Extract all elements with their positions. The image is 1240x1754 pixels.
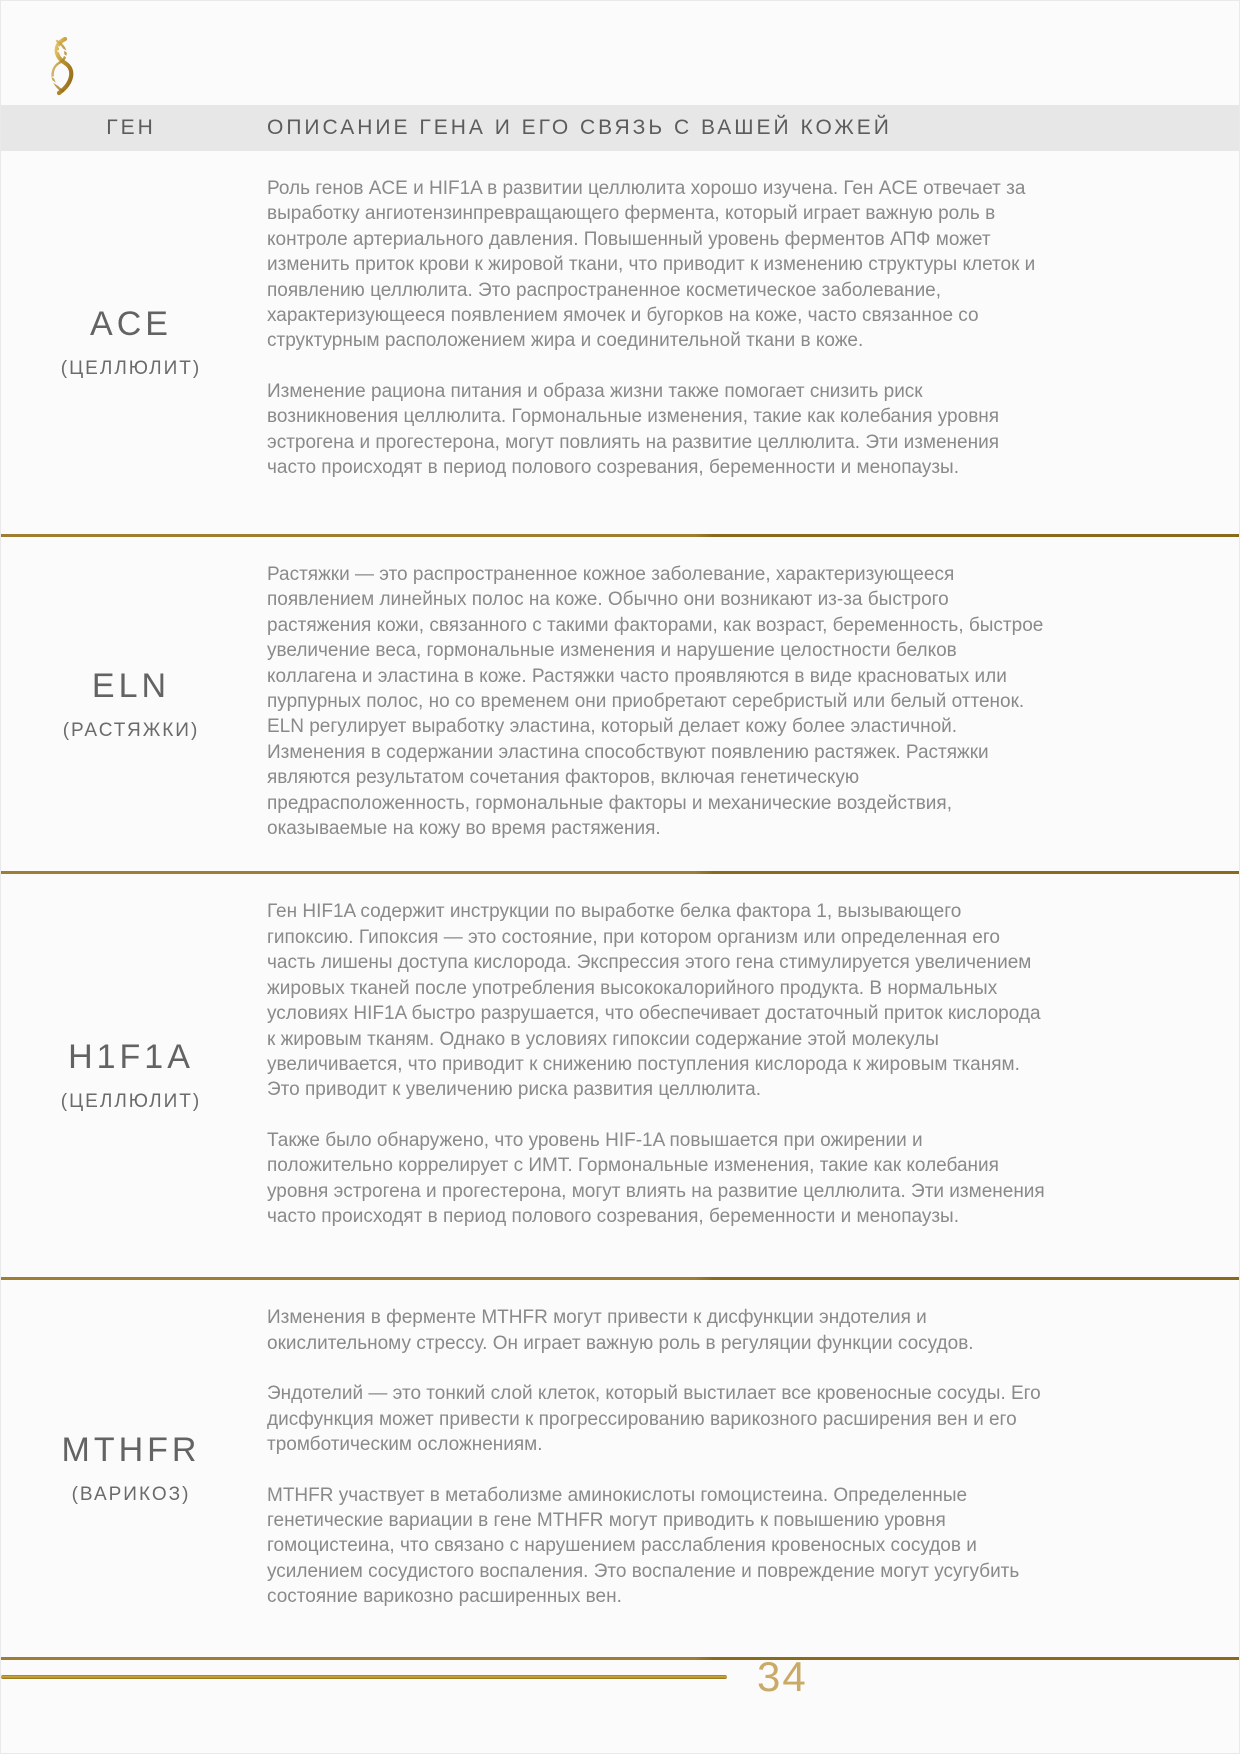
gene-condition: (ЦЕЛЛЮЛИТ): [60, 358, 202, 379]
gene-description-ace: [261, 151, 1239, 534]
description-paragraph: Ген HIF1A содержит инструкции по выработке белка фактора 1, вызывающего гипоксию. Гипоксия — это состояние, при котором организм или определенная его часть лишены доступа кислорода. Экспрессия этого гена стимулируется увеличением жировых тканей после употребления высококалорийного продукта. В нормальных условиях HIF1A быстро разрушается, что обеспечивает достаточный приток кислорода к жировым тканям. Однако в условиях гипоксии содержание этой молекулы увеличивается, что приводит к снижению поступления кислорода к жировым тканям. Это приводит к увеличению риска развития целлюлита.: [267, 901, 1041, 1101]
gene-cell-eln: [1, 537, 261, 871]
table-row-h1f1a: [1, 874, 1239, 1280]
description-paragraph: Изменения в ферменте MTHFR могут привести к дисфункции эндотелия и окислительному стрессу. Он играет важную роль в регуляции функции сосудов.: [267, 1307, 974, 1354]
footer-divider-line: [1, 1675, 727, 1679]
gene-cell-h1f1a: [1, 874, 261, 1277]
gene-name: ELN: [91, 666, 171, 705]
gene-cell-mthfr: [1, 1280, 261, 1657]
gene-condition: (ВАРИКОЗ): [71, 1484, 191, 1506]
header-gene-column: ГЕН: [106, 116, 156, 139]
dna-helix-icon: [45, 37, 77, 97]
description-paragraph: Эндотелий — это тонкий слой клеток, который выстилает все кровеносные сосуды. Его дисфункция может привести к прогрессированию варикозного расширения вен и его тромботическим осложнениям.: [267, 1383, 1041, 1456]
header-description-column: ОПИСАНИЕ ГЕНА И ЕГО СВЯЗЬ С ВАШЕЙ КОЖЕЙ: [267, 116, 892, 139]
gene-description-h1f1a: [261, 874, 1239, 1277]
gene-description-eln: [261, 537, 1239, 871]
gene-name: H1F1A: [68, 1038, 194, 1077]
description-paragraph: MTHFR участвует в метаболизме аминокислоты гомоцистеина. Определенные генетические вариации в гене MTHFR могут приводить к повышению уровня гомоцистеина, что связано с нарушением расслабления кровеносных сосудов и усилением сосудистого воспаления. Это воспаление и повреждение могут усугубить состояние варикозно расширенных вен.: [267, 1484, 1020, 1608]
top-margin: [1, 1, 1239, 105]
page-footer: [1, 1653, 1239, 1701]
gene-name: ACE: [90, 305, 172, 343]
table-row-ace: [1, 151, 1239, 537]
gene-description-mthfr: [261, 1280, 1239, 1657]
description-paragraph: Также было обнаружено, что уровень HIF-1A повышается при ожирении и положительно коррелирует с ИМТ. Гормональные изменения, такие как колебания уровня эстрогена и прогестерона, могут влиять на развитие целлюлита. Эти изменения часто происходят в период полового созревания, беременности и менопаузы.: [267, 1129, 1045, 1227]
description-paragraph: Изменение рациона питания и образа жизни также помогает снизить риск возникновения целлюлита. Гормональные изменения, такие как колебания уровня эстрогена и прогестерона, могут повлиять на развитие целлюлита. Эти изменения часто происходят в период полового созревания, беременности и менопаузы.: [267, 380, 1000, 479]
gene-cell-ace: [1, 151, 261, 534]
description-paragraph: Роль генов ACE и HIF1A в развитии целлюлита хорошо изучена. Ген ACE отвечает за выработку ангиотензинпревращающего фермента, который играет важную роль в контроле артериального давления. Повышенный уровень ферментов АПФ может изменить приток крови к жировой ткани, что приводит к изменению структуры клеток и появлению целлюлита. Это распространенное косметическое заболевание, характеризующееся появлением ямочек и бугорков на коже, часто связанное со структурным расположением жира и соединительной ткани в коже.: [267, 178, 1036, 352]
gene-condition: (РАСТЯЖКИ): [62, 719, 200, 741]
table-row-eln: [1, 537, 1239, 874]
table-row-mthfr: [1, 1280, 1239, 1660]
gene-name: MTHFR: [61, 1431, 201, 1470]
page-number: 34: [757, 1653, 808, 1700]
table-header: [1, 105, 1239, 151]
gene-condition: (ЦЕЛЛЮЛИТ): [60, 1091, 202, 1113]
description-paragraph: Растяжки — это распространенное кожное заболевание, характеризующееся появлением линейных полос на коже. Обычно они возникают из-за быстрого растяжения кожи, связанного с такими факторами, как возраст, беременность, быстрое увеличение веса, гормональные изменения и нарушение целостности белков коллагена и эластина в коже. Растяжки часто проявляются в виде красноватых или пурпурных полос, но со временем они приобретают серебристый или белый оттенок. ELN регулирует выработку эластина, который делает кожу более эластичной. Изменения в содержании эластина способствуют появлению растяжек. Растяжки являются результатом сочетания факторов, включая генетическую предрасположенность, гормональные факторы и механические воздействия, оказываемые на кожу во время растяжения.: [267, 564, 1044, 840]
